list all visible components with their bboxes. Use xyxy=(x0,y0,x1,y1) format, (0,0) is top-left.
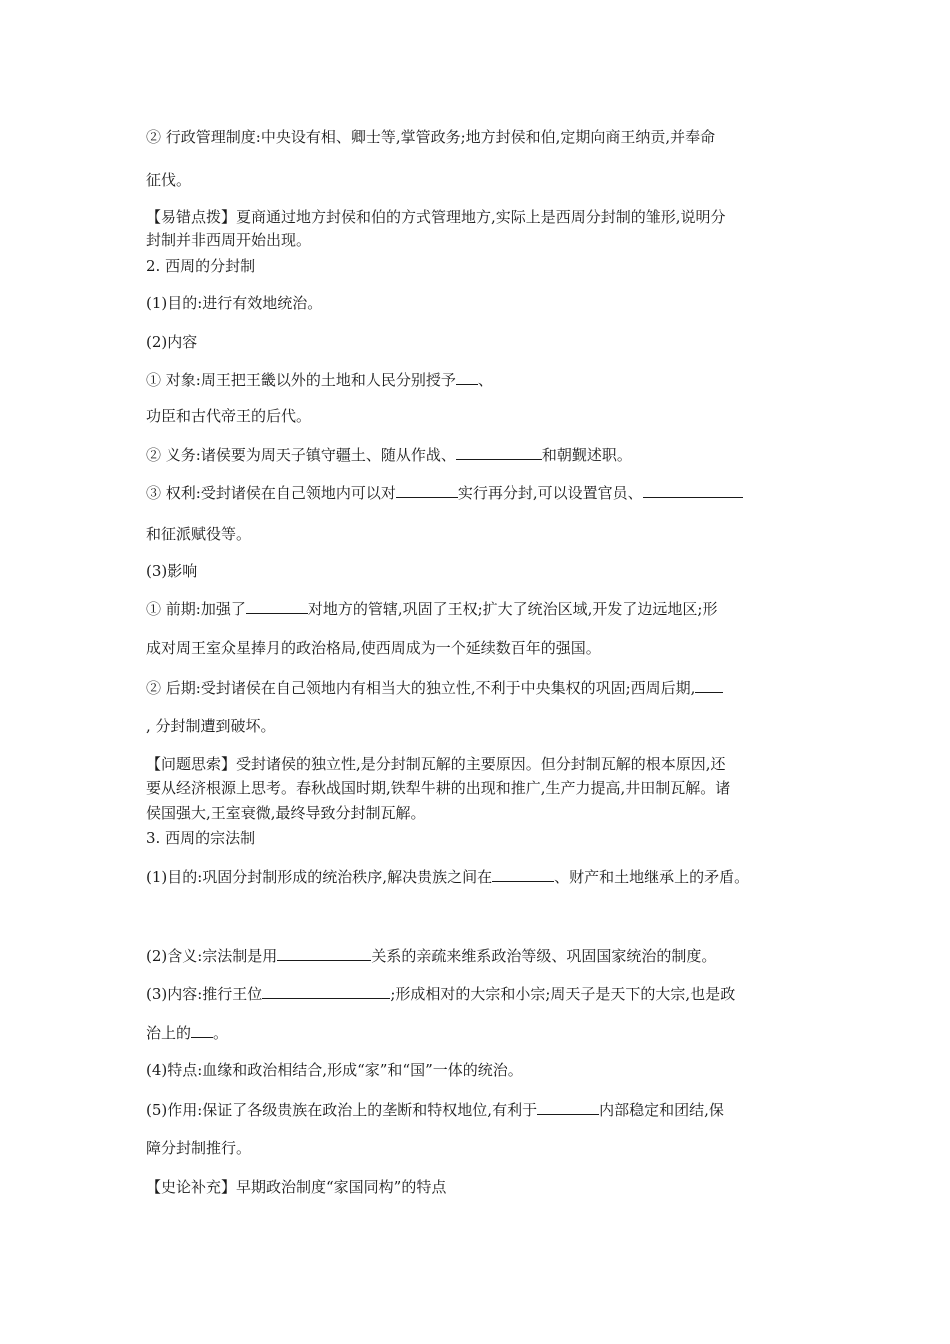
text-line: (4)特点:血缘和政治相结合,形成“家”和“国”一体的统治。 xyxy=(146,1061,523,1079)
fill-blank[interactable] xyxy=(396,482,458,498)
tip-line: 【史论补充】早期政治制度“家国同构”的特点 xyxy=(146,1178,447,1196)
text-line: ① 前期:加强了 对地方的管辖,巩固了王权;扩大了统治区域,开发了边远地区;形 xyxy=(146,600,718,618)
fill-blank[interactable] xyxy=(456,369,478,385)
text-line: (1)目的:进行有效地统治。 xyxy=(146,294,323,312)
text-line: 功臣和古代帝王的后代。 xyxy=(146,407,312,425)
text-line: ② 义务:诸侯要为周天子镇守疆土、随从作战、 和朝觐述职。 xyxy=(146,446,632,464)
text-line: (2)内容 xyxy=(146,333,198,351)
text-line: 治上的 。 xyxy=(146,1024,229,1042)
fill-blank[interactable] xyxy=(246,598,308,614)
text-line: ② 行政管理制度:中央设有相、卿士等,掌管政务;地方封侯和伯,定期向商王纳贡,并奉命 xyxy=(146,128,716,146)
section-heading: 3. 西周的宗法制 xyxy=(146,829,256,847)
tip-line: 要从经济根源上思考。春秋战国时期,铁犁牛耕的出现和推广,生产力提高,井田制瓦解。诸 xyxy=(146,779,731,797)
text-line: ③ 权利:受封诸侯在自己领地内可以对 实行再分封,可以设置官员、 xyxy=(146,482,743,503)
text-line: 和征派赋役等。 xyxy=(146,525,252,543)
text-line: (2)含义:宗法制是用 关系的亲疏来维系政治等级、巩固国家统治的制度。 xyxy=(146,947,717,965)
text-line: (5)作用:保证了各级贵族在政治上的垄断和特权地位,有利于 内部稳定和团结,保 xyxy=(146,1101,724,1119)
tip-line: 【问题思索】受封诸侯的独立性,是分封制瓦解的主要原因。但分封制瓦解的根本原因,还 xyxy=(146,755,726,773)
fill-blank[interactable] xyxy=(537,1099,599,1115)
text-line: 成对周王室众星捧月的政治格局,使西周成为一个延续数百年的强国。 xyxy=(146,639,601,657)
text-line: 障分封制推行。 xyxy=(146,1139,252,1157)
fill-blank[interactable] xyxy=(277,945,371,961)
tip-line: 封制并非西周开始出现。 xyxy=(146,231,312,249)
fill-blank[interactable] xyxy=(643,482,743,498)
fill-blank[interactable] xyxy=(456,444,542,460)
fill-blank[interactable] xyxy=(492,866,554,882)
fill-blank[interactable] xyxy=(262,983,390,999)
fill-blank[interactable] xyxy=(695,677,723,693)
text-line: ① 对象:周王把王畿以外的土地和人民分别授予 、 xyxy=(146,371,493,389)
text-line: (3)影响 xyxy=(146,562,198,580)
section-heading: 2. 西周的分封制 xyxy=(146,257,256,275)
fill-blank[interactable] xyxy=(191,1022,213,1038)
tip-line: 侯国强大,王室衰微,最终导致分封制瓦解。 xyxy=(146,804,426,822)
text-line: ② 后期:受封诸侯在自己领地内有相当大的独立性,不利于中央集权的巩固;西周后期, xyxy=(146,677,723,698)
text-line: , 分封制遭到破坏。 xyxy=(146,717,276,735)
text-line: 征伐。 xyxy=(146,171,192,189)
text-line: (1)目的:巩固分封制形成的统治秩序,解决贵族之间在 、财产和土地继承上的矛盾。 xyxy=(146,868,750,886)
text-line: (3)内容:推行王位 ;形成相对的大宗和小宗;周天子是天下的大宗,也是政 xyxy=(146,985,736,1003)
tip-line: 【易错点拨】夏商通过地方封侯和伯的方式管理地方,实际上是西周分封制的雏形,说明分 xyxy=(146,208,726,226)
